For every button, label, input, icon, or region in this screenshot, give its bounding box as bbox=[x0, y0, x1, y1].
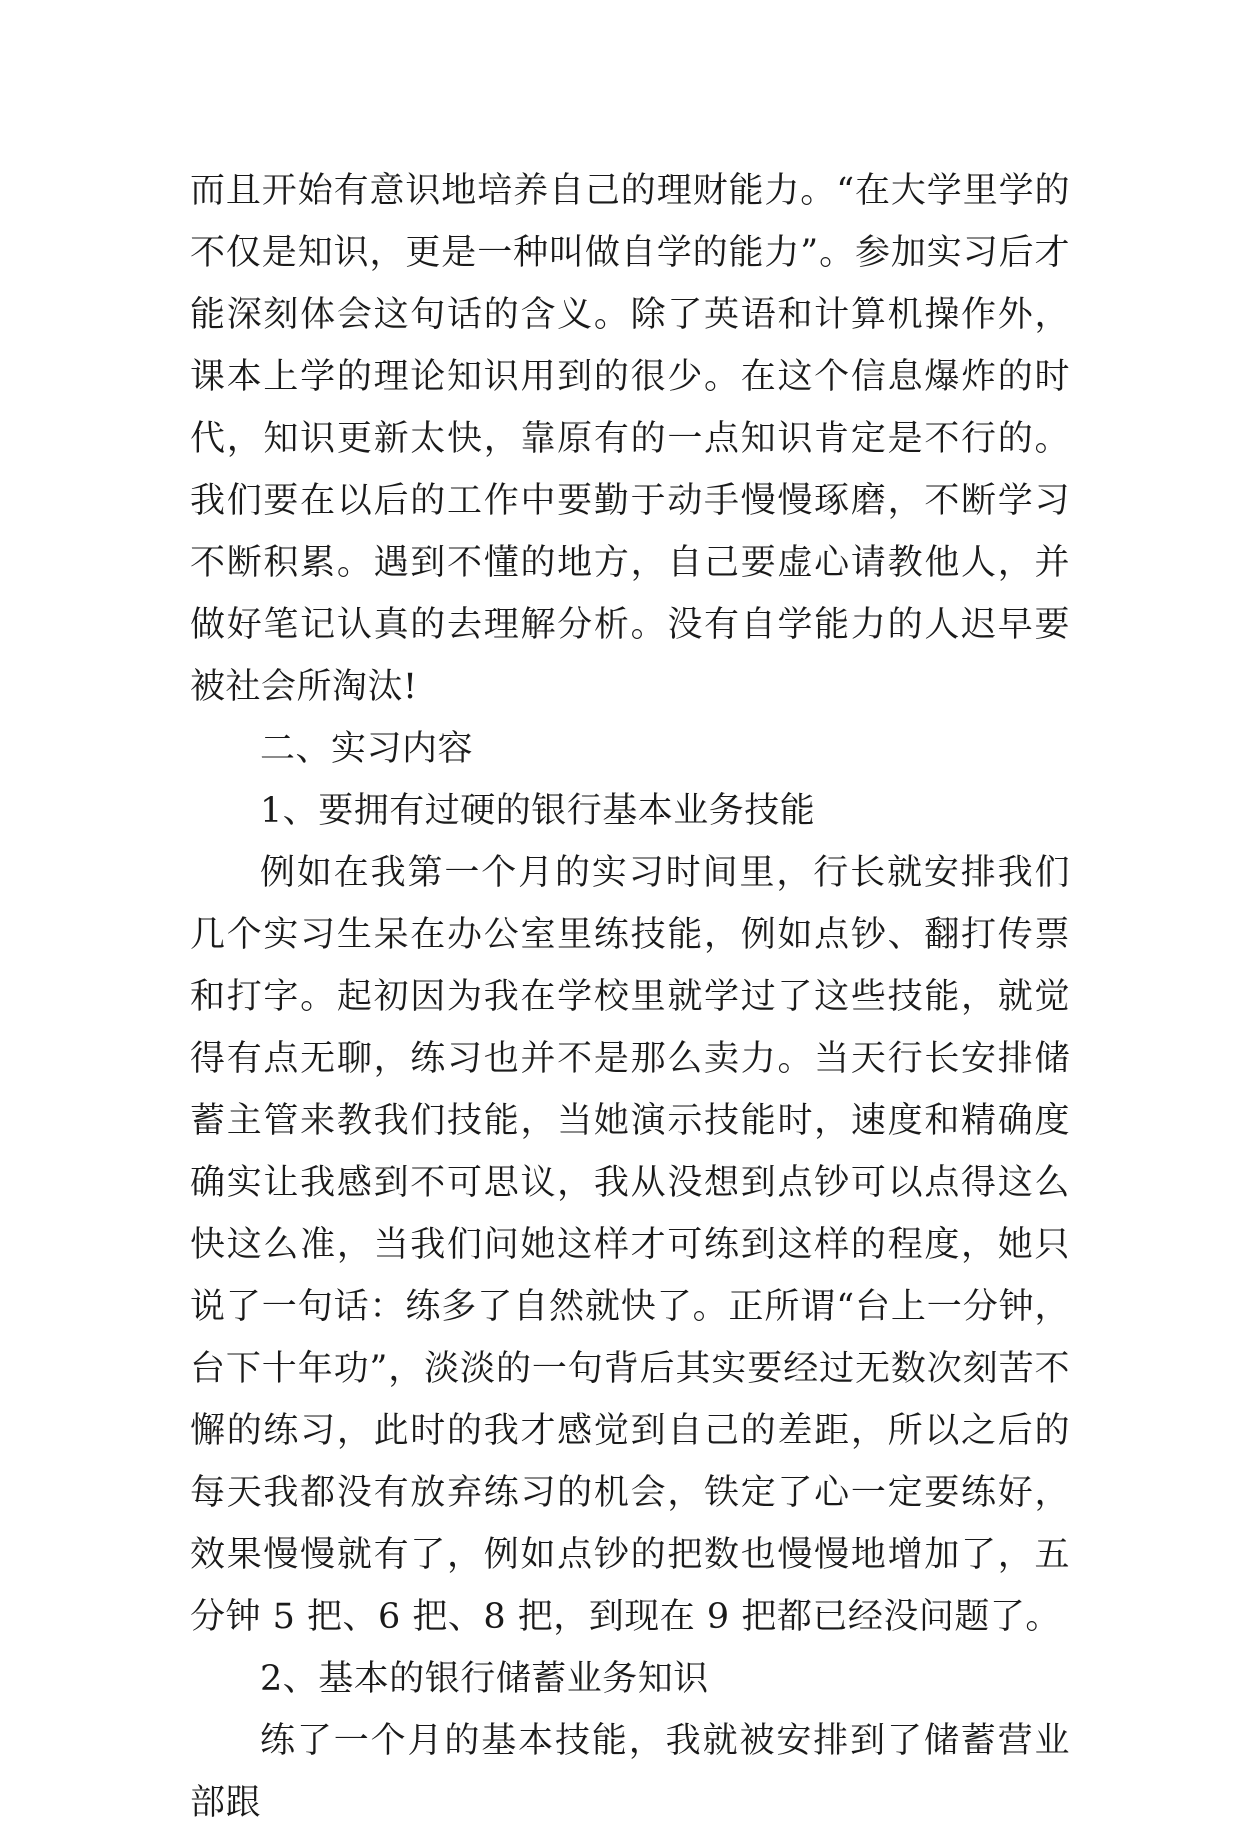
paragraph-savings-department: 练了一个月的基本技能，我就被安排到了储蓄营业部跟 bbox=[190, 1721, 1070, 1823]
paragraph-skill-training: 例如在我第一个月的实习时间里，行长就安排我们几个实习生呆在办公室里练技能，例如点钞、翻打传票和打字。起初因为我在学校里就学过了这些技能，就觉得有点无聊，练习也并不是那么卖力。当天行长安排储蓄主管来教我们技能，当她演示技能时，速度和精确度确实让我感到不可思议，我从没想到点钞可以点得这么快这么准，当我们问她这样才可练到这样的程度，她只说了一句话：练多了自然就快了。正所谓“台上一分钟，台下十年功”，淡淡的一句背后其实要经过无数次刻苦不懈的练习，此时的我才感觉到自己的差距，所以之后的每天我都没有放弃练习的机会，铁定了心一定要练好，效果慢慢就有了，例如点钞的把数也慢慢地增加了，五分钟 5 把、6 把、8 把，到现在 9 把都已经没问题了。 bbox=[190, 853, 1070, 1637]
paragraph-financial-skills: 而且开始有意识地培养自己的理财能力。“在大学里学的不仅是知识，更是一种叫做自学的能力”。参加实习后才能深刻体会这句话的含义。除了英语和计算机操作外，课本上学的理论知识用到的很少。在这个信息爆炸的时代，知识更新太快，靠原有的一点知识肯定是不行的。我们要在以后的工作中要勤于动手慢慢琢磨，不断学习不断积累。遇到不懂的地方，自己要虚心请教他人，并做好笔记认真的去理解分析。没有自学能力的人迟早要被社会所淘汰! bbox=[190, 171, 1070, 707]
section-heading-internship-content: 二、实习内容 bbox=[260, 729, 474, 769]
subheading-banking-skills: 1、要拥有过硬的银行基本业务技能 bbox=[260, 791, 816, 831]
document-body bbox=[190, 160, 1070, 1834]
subheading-savings-knowledge: 2、基本的银行储蓄业务知识 bbox=[260, 1659, 709, 1699]
